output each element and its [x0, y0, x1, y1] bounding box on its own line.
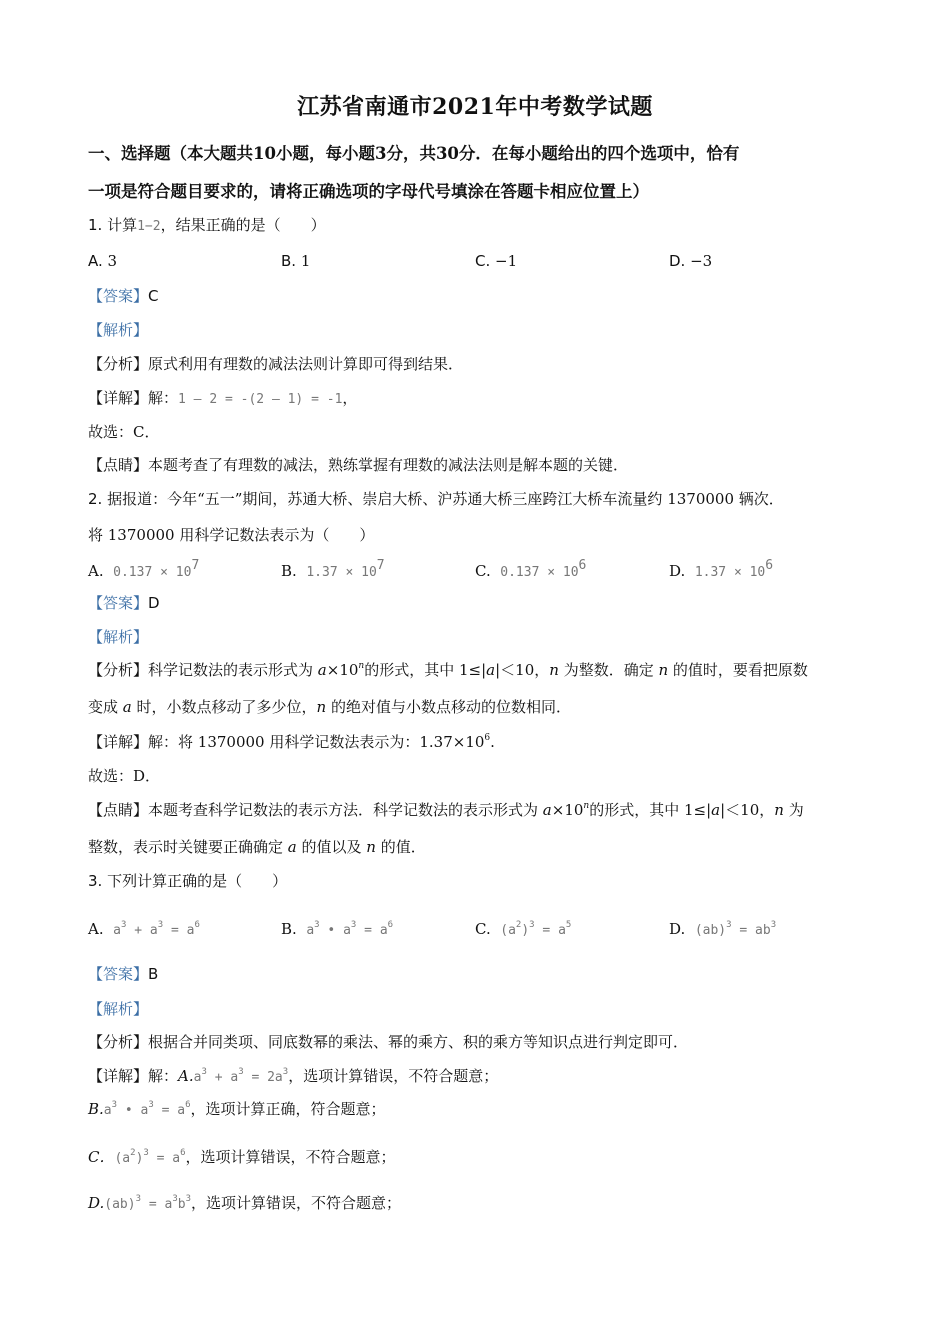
- q1-analysis-label: 【解析】: [88, 321, 149, 339]
- section-instructions-line2: 一项是符合题目要求的，请将正确选项的字母代号填涂在答题卡相应位置上）: [88, 182, 649, 201]
- q1-option-d: D. −3: [669, 252, 713, 270]
- q3-fenxi: 【分析】根据合并同类项、同底数幂的乘法、幂的乘方、积的乘方等知识点进行判定即可．: [88, 1033, 689, 1051]
- q1-option-b: B. 1: [281, 252, 311, 270]
- q2-option-a: A. $0.137 \times 10^7$: [88, 558, 200, 580]
- q2-comment-line2: 整数，表示时关键要正确确定 a 的值以及 n 的值．: [88, 838, 426, 856]
- q2-analysis-label: 【解析】: [88, 628, 149, 646]
- q3-detail-c: C．$(a^2)^3 = a^6$，选项计算错误，不符合题意；: [88, 1148, 396, 1166]
- q2-option-d: D. $1.37 \times 10^6$: [669, 558, 774, 580]
- q1-choose: 故选：C．: [88, 423, 160, 441]
- q2-stem-line1: 2. 据报道：今年“五一”期间，苏通大桥、崇启大桥、沪苏通大桥三座跨江大桥车流量约 1370000 辆次．: [88, 490, 784, 508]
- q3-option-c: C. $(a^2)^3 = a^5$: [475, 920, 572, 938]
- q3-analysis-label: 【解析】: [88, 1000, 149, 1018]
- q3-detail-b: $B.a^3$ • $a^3 = a^6$，选项计算正确，符合题意；: [88, 1100, 386, 1118]
- q3-stem: 3. 下列计算正确的是（ ）: [88, 872, 288, 890]
- q2-fenxi-line2: 变成 a 时，小数点移动了多少位，n 的绝对值与小数点移动的位数相同．: [88, 698, 571, 716]
- q1-number: 1.: [88, 216, 103, 234]
- q2-option-b: B. $1.37 \times 10^7$: [281, 558, 385, 580]
- q3-detail-a: 【详解】解：$A.a^3 + a^3 = 2a^3$，选项计算错误，不符合题意；: [88, 1067, 499, 1085]
- q1-expression: 1−2: [137, 219, 161, 234]
- q3-option-a: A. $a^3 + a^3 = a^6$: [88, 920, 200, 938]
- q2-fenxi-line1: 【分析】科学记数法的表示形式为 $a\times 10^n$的形式，其中 1≤|a|＜10，n 为整数．确定 n 的值时，要看把原数: [88, 661, 808, 679]
- q1-fenxi: 【分析】原式利用有理数的减法法则计算即可得到结果．: [88, 355, 464, 373]
- section-instructions-line1: 一、选择题（本大题共10小题，每小题3分，共30分．在每小题给出的四个选项中，恰有: [88, 144, 740, 163]
- q2-option-c: C. $0.137 \times 10^6$: [475, 558, 587, 580]
- q3-answer: 【答案】B: [88, 965, 159, 983]
- q2-answer: 【答案】D: [88, 594, 160, 612]
- q1-detail: 【详解】解：1 – 2 = -(2 – 1) = -1，: [88, 389, 358, 407]
- q3-option-b: B. $a^3$ • $a^3 = a^6$: [281, 920, 394, 938]
- q1-stem: [88, 215, 326, 237]
- q3-option-d: D. $(ab)^3 = ab^3$: [669, 920, 777, 938]
- q1-stem-end: ，结果正确的是（ ）: [160, 216, 326, 234]
- q3-detail-d: $D.(ab)^3 = a^3b^3$，选项计算错误，不符合题意；: [88, 1194, 401, 1212]
- q2-choose: 故选：D．: [88, 767, 161, 785]
- q1-stem-text: 计算: [102, 216, 138, 234]
- q1-answer: 【答案】C: [88, 287, 159, 305]
- q1-option-c: C. −1: [475, 252, 518, 270]
- page-title: 江苏省南通市2021年中考数学试题: [297, 94, 653, 120]
- q2-detail: 【详解】解：将 1370000 用科学记数法表示为：$1.37\times 10^6$.: [88, 733, 495, 751]
- q1-option-a: A. 3: [88, 252, 118, 270]
- q2-stem-line2: 将 1370000 用科学记数法表示为（ ）: [88, 526, 375, 544]
- q1-comment: 【点睛】本题考查了有理数的减法，熟练掌握有理数的减法法则是解本题的关键．: [88, 456, 629, 474]
- q2-comment-line1: 【点睛】本题考查科学记数法的表示方法．科学记数法的表示形式为 $a\times 10^n$的形式，其中 1≤|a|＜10，n 为: [88, 801, 804, 819]
